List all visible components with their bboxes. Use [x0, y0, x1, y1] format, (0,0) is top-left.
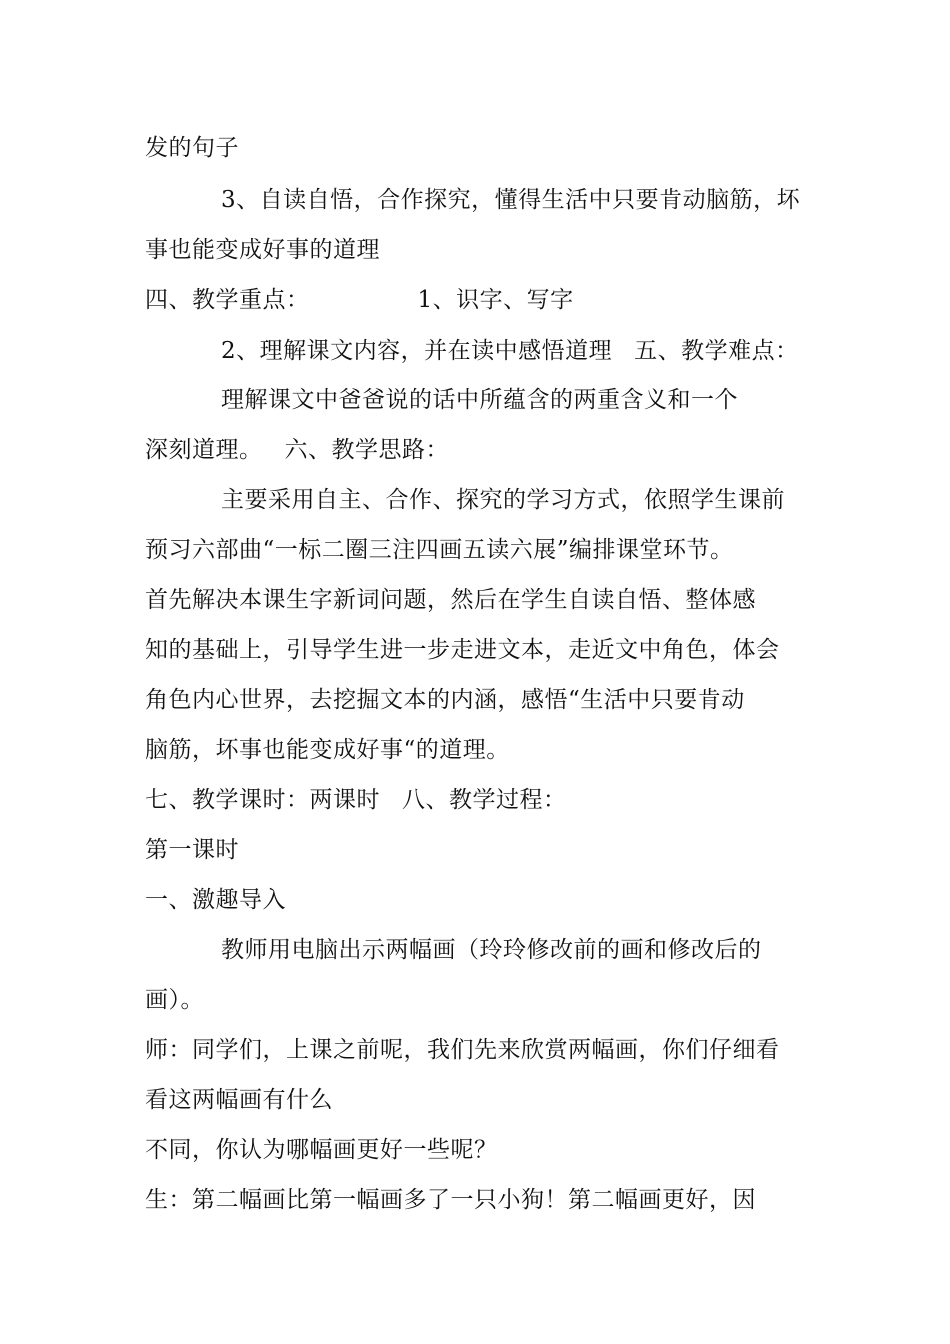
text-line: 角色内心世界，去挖掘文本的内涵，感悟“生活中只要肯动: [145, 687, 745, 713]
text-line: 发的句子: [145, 135, 239, 161]
text-line: 事也能变成好事的道理: [145, 237, 380, 263]
paragraph-text: 深刻道理。: [145, 437, 263, 463]
text-line: [145, 285, 810, 315]
text-line: 看这两幅画有什么: [145, 1087, 333, 1113]
text-line: 师：同学们，上课之前呢，我们先来欣赏两幅画，你们仔细看: [145, 1037, 780, 1063]
text-line: 主要采用自主、合作、探究的学习方式，依照学生课前: [221, 487, 785, 513]
text-line: [145, 435, 810, 465]
text-line: 教师用电脑出示两幅画（玲玲修改前的画和修改后的: [221, 937, 762, 963]
text-line: 不同，你认为哪幅画更好一些呢？: [145, 1137, 498, 1163]
text-line: 预习六部曲“一标二圈三注四画五读六展”编排课堂环节。: [145, 537, 734, 563]
list-item: 1、识字、写字: [417, 287, 574, 313]
text-line: 知的基础上，引导学生进一步走进文本，走近文中角色，体会: [145, 637, 780, 663]
text-line: 画）。: [145, 987, 204, 1013]
text-line: 首先解决本课生字新词问题，然后在学生自读自悟、整体感: [145, 587, 756, 613]
text-line: [221, 336, 811, 366]
section-heading: 五、教学难点：: [634, 338, 799, 364]
text-line: 理解课文中爸爸说的话中所蕴含的两重含义和一个: [221, 387, 738, 413]
section-heading: 七、教学课时：两课时: [145, 787, 380, 813]
section-heading: 四、教学重点：: [145, 287, 310, 313]
list-item: 2、理解课文内容，并在读中感悟道理: [221, 338, 613, 364]
section-heading: 八、教学过程：: [402, 787, 567, 813]
text-line: 一、激趣导入: [145, 887, 286, 913]
text-line: 3、自读自悟，合作探究，懂得生活中只要肯动脑筋，坏: [221, 187, 801, 213]
section-heading: 六、教学思路：: [284, 437, 449, 463]
text-line: 脑筋，坏事也能变成好事“的道理。: [145, 737, 510, 763]
text-line: [145, 785, 810, 815]
text-line: 第一课时: [145, 837, 239, 863]
text-line: 生：第二幅画比第一幅画多了一只小狗！第二幅画更好，因: [145, 1187, 756, 1213]
